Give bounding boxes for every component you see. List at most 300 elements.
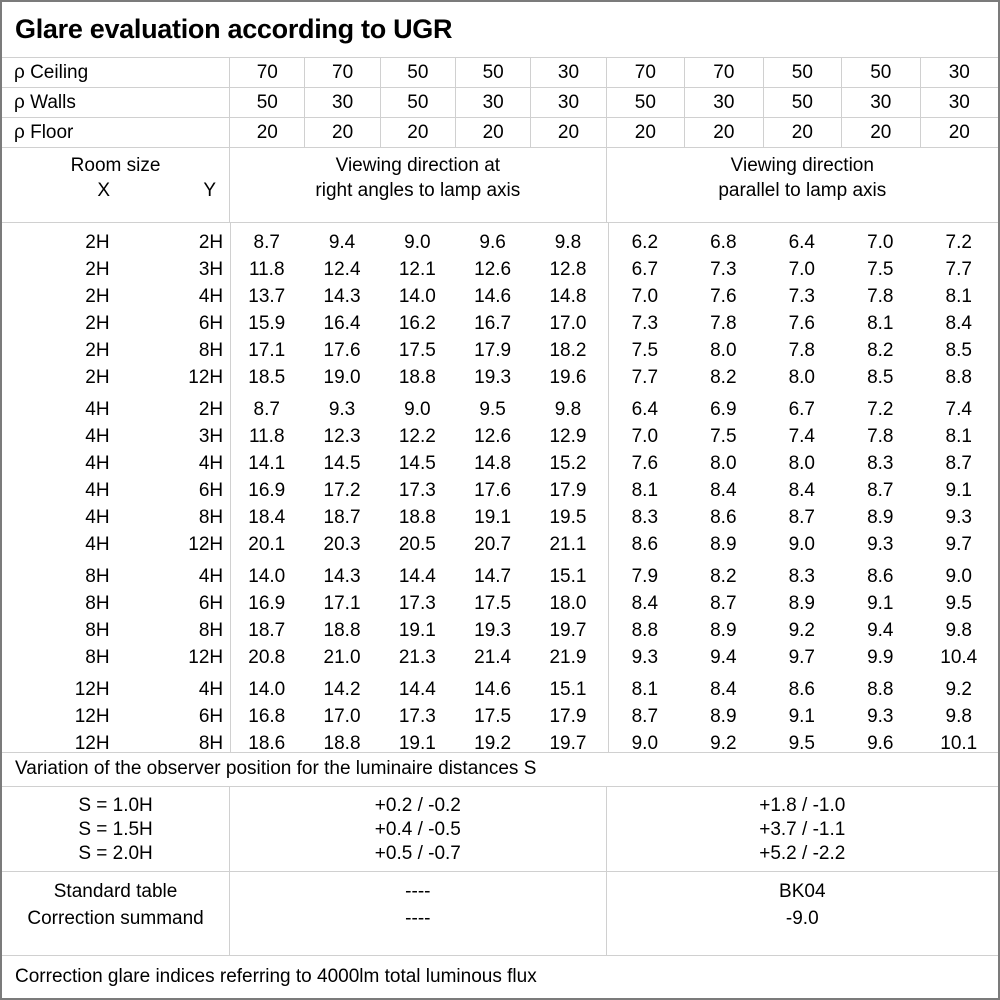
room-size-x: 2H xyxy=(85,232,110,253)
reflectance-value: 20 xyxy=(380,118,455,147)
room-size-y: 8H xyxy=(198,340,224,361)
summary-value-right-angles: ---- xyxy=(405,881,431,902)
ugr-value-parallel: 8.0 xyxy=(710,453,737,474)
room-size-x: 4H xyxy=(85,453,110,474)
ugr-value-right-angles: 18.4 xyxy=(248,507,286,528)
ugr-value-parallel: 8.3 xyxy=(867,453,894,474)
ugr-value-right-angles: 9.6 xyxy=(479,232,506,253)
ugr-value-parallel: 7.3 xyxy=(710,259,737,280)
ugr-value-right-angles: 14.4 xyxy=(398,679,436,700)
summary-label: Standard table xyxy=(53,881,178,902)
ugr-value-right-angles: 20.7 xyxy=(474,534,512,555)
ugr-value-right-angles: 9.4 xyxy=(328,232,356,253)
ugr-value-parallel: 7.8 xyxy=(710,313,737,334)
ugr-value-right-angles: 19.7 xyxy=(549,620,587,641)
ugr-value-right-angles: 18.8 xyxy=(323,620,361,641)
y-axis-label: Y xyxy=(203,180,216,201)
reflectance-value: 20 xyxy=(229,118,304,147)
distance-label: S = 1.0H xyxy=(78,795,153,816)
reflectance-value: 30 xyxy=(530,58,605,87)
summary-right-angles-values xyxy=(229,872,605,955)
column-divider xyxy=(230,223,231,752)
ugr-value-right-angles: 16.8 xyxy=(248,706,286,727)
room-size-x: 8H xyxy=(85,593,110,614)
reflectance-value: 30 xyxy=(841,88,919,117)
x-axis-label: X xyxy=(97,180,110,201)
ugr-value-parallel: 7.0 xyxy=(867,232,894,253)
ugr-value-parallel: 8.6 xyxy=(710,507,737,528)
page-title: Glare evaluation according to UGR xyxy=(15,14,453,44)
room-size-x: 2H xyxy=(85,259,110,280)
ugr-row xyxy=(2,337,998,364)
room-size-x: 12H xyxy=(74,733,110,753)
ugr-value-right-angles: 11.8 xyxy=(248,426,285,447)
table-header xyxy=(2,148,998,223)
reflectance-value: 50 xyxy=(380,58,455,87)
ugr-value-parallel: 7.4 xyxy=(788,426,815,447)
ugr-value-right-angles: 12.8 xyxy=(549,259,587,280)
reflectance-value: 50 xyxy=(763,58,841,87)
ugr-value-parallel: 7.2 xyxy=(867,399,894,420)
room-size-y: 4H xyxy=(198,566,224,587)
ugr-value-right-angles: 12.2 xyxy=(398,426,436,447)
parallel-header xyxy=(606,148,998,222)
ugr-value-parallel: 7.0 xyxy=(631,426,659,447)
ugr-row xyxy=(2,229,998,256)
ugr-value-right-angles: 16.4 xyxy=(323,313,361,334)
observer-variation-caption: Variation of the observer position for the luminaire distances S xyxy=(2,753,998,787)
ugr-value-parallel: 7.7 xyxy=(631,367,659,388)
reflectance-row-label: ρ Ceiling xyxy=(14,62,89,83)
room-size-y: 12H xyxy=(188,367,224,388)
ugr-value-right-angles: 12.3 xyxy=(323,426,361,447)
ugr-value-parallel: 8.3 xyxy=(788,566,815,587)
ugr-value-parallel: 8.7 xyxy=(631,706,659,727)
ugr-value-parallel: 8.1 xyxy=(945,426,972,447)
ugr-value-parallel: 9.9 xyxy=(867,647,894,668)
ugr-value-right-angles: 18.8 xyxy=(398,507,436,528)
room-size-y: 2H xyxy=(198,232,224,253)
ugr-value-parallel: 8.9 xyxy=(788,593,815,614)
room-size-y: 6H xyxy=(198,593,224,614)
ugr-value-right-angles: 14.2 xyxy=(323,679,361,700)
parallel-header-line2: parallel to lamp axis xyxy=(718,180,887,201)
ugr-value-right-angles: 15.1 xyxy=(549,679,587,700)
ugr-value-parallel: 8.6 xyxy=(788,679,815,700)
ugr-value-parallel: 6.4 xyxy=(631,399,659,420)
ugr-value-right-angles: 9.0 xyxy=(404,399,431,420)
ugr-row xyxy=(2,310,998,337)
ugr-value-right-angles: 12.6 xyxy=(474,426,512,447)
ugr-value-right-angles: 16.9 xyxy=(248,480,286,501)
room-size-x: 8H xyxy=(85,620,110,641)
ugr-value-right-angles: 19.7 xyxy=(549,733,587,753)
room-size-x: 12H xyxy=(74,679,110,700)
room-size-x: 8H xyxy=(85,566,110,587)
ugr-value-right-angles: 14.0 xyxy=(248,566,286,587)
ugr-value-parallel: 9.0 xyxy=(945,566,972,587)
ugr-row xyxy=(2,531,998,558)
ugr-value-parallel: 8.0 xyxy=(788,453,815,474)
ugr-value-parallel: 7.0 xyxy=(788,259,815,280)
reflectance-value: 50 xyxy=(380,88,455,117)
room-size-y: 6H xyxy=(198,480,224,501)
room-size-y: 4H xyxy=(198,679,224,700)
ugr-value-parallel: 8.4 xyxy=(710,679,737,700)
ugr-value-parallel: 8.0 xyxy=(788,367,815,388)
ugr-value-right-angles: 15.2 xyxy=(549,453,587,474)
ugr-row xyxy=(2,644,998,671)
ugr-value-right-angles: 17.9 xyxy=(474,340,512,361)
ugr-value-parallel: 8.3 xyxy=(631,507,659,528)
room-size-x: 2H xyxy=(85,367,110,388)
reflectance-value: 70 xyxy=(684,58,762,87)
ugr-value-right-angles: 18.2 xyxy=(549,340,587,361)
ugr-value-parallel: 8.2 xyxy=(867,340,894,361)
ugr-value-parallel: 7.5 xyxy=(867,259,894,280)
variation-value-right-angles: +0.2 / -0.2 xyxy=(374,795,461,816)
room-size-label: Room size xyxy=(70,155,161,176)
reflectance-value: 30 xyxy=(684,88,762,117)
room-size-y: 4H xyxy=(198,453,224,474)
ugr-value-right-angles: 19.3 xyxy=(474,367,512,388)
room-size-x: 2H xyxy=(85,286,110,307)
ugr-value-right-angles: 16.2 xyxy=(398,313,436,334)
ugr-value-parallel: 9.7 xyxy=(945,534,972,555)
ugr-value-parallel: 9.3 xyxy=(867,534,894,555)
ugr-value-parallel: 8.4 xyxy=(788,480,815,501)
ugr-value-right-angles: 19.5 xyxy=(549,507,587,528)
summary-parallel-values xyxy=(606,872,998,955)
ugr-value-right-angles: 17.6 xyxy=(474,480,512,501)
reflectance-value: 20 xyxy=(606,118,684,147)
ugr-value-parallel: 6.8 xyxy=(710,232,737,253)
reflectance-value: 50 xyxy=(606,88,684,117)
ugr-value-parallel: 9.5 xyxy=(788,733,815,753)
ugr-value-parallel: 8.6 xyxy=(631,534,659,555)
ugr-value-parallel: 6.9 xyxy=(710,399,737,420)
ugr-value-right-angles: 19.3 xyxy=(474,620,512,641)
ugr-value-right-angles: 17.5 xyxy=(398,340,436,361)
room-size-x: 8H xyxy=(85,647,110,668)
ugr-value-right-angles: 14.5 xyxy=(398,453,436,474)
ugr-value-parallel: 8.7 xyxy=(867,480,894,501)
xy-header xyxy=(2,178,229,203)
ugr-value-right-angles: 14.8 xyxy=(549,286,587,307)
ugr-value-parallel: 8.8 xyxy=(631,620,659,641)
room-size-y: 3H xyxy=(198,259,224,280)
ugr-value-parallel: 9.0 xyxy=(788,534,815,555)
room-size-y: 12H xyxy=(188,534,224,555)
reflectance-value: 50 xyxy=(229,88,304,117)
ugr-value-parallel: 8.0 xyxy=(710,340,737,361)
ugr-value-parallel: 7.8 xyxy=(867,426,894,447)
ugr-value-parallel: 9.8 xyxy=(945,706,972,727)
reflectance-value: 20 xyxy=(455,118,530,147)
ugr-value-parallel: 8.9 xyxy=(710,706,737,727)
ugr-value-right-angles: 17.2 xyxy=(323,480,361,501)
ugr-row xyxy=(2,450,998,477)
ugr-row xyxy=(2,364,998,391)
right-angles-header xyxy=(229,148,605,222)
summary-section xyxy=(2,872,998,956)
ugr-value-right-angles: 9.8 xyxy=(554,232,582,253)
ugr-row xyxy=(2,617,998,644)
reflectance-row xyxy=(2,118,998,148)
ugr-value-parallel: 7.6 xyxy=(788,313,815,334)
reflectance-value: 30 xyxy=(455,88,530,117)
ugr-value-parallel: 10.4 xyxy=(940,647,978,668)
ugr-value-right-angles: 14.3 xyxy=(323,566,361,587)
ugr-row xyxy=(2,423,998,450)
ugr-value-parallel: 8.1 xyxy=(631,480,659,501)
ugr-value-right-angles: 9.3 xyxy=(328,399,356,420)
ugr-value-right-angles: 14.0 xyxy=(248,679,286,700)
reflectance-rows xyxy=(2,58,998,148)
room-size-y: 8H xyxy=(198,733,224,753)
ugr-value-parallel: 7.8 xyxy=(867,286,894,307)
ugr-value-right-angles: 19.6 xyxy=(549,367,587,388)
distance-label: S = 1.5H xyxy=(78,819,153,840)
ugr-value-right-angles: 14.5 xyxy=(323,453,361,474)
summary-labels xyxy=(2,872,229,955)
ugr-value-right-angles: 17.5 xyxy=(474,706,512,727)
variation-parallel-values xyxy=(606,787,998,871)
room-size-y: 2H xyxy=(198,399,224,420)
ugr-row-block xyxy=(2,396,998,558)
ugr-value-parallel: 8.1 xyxy=(867,313,894,334)
ugr-value-parallel: 7.5 xyxy=(631,340,659,361)
room-size-x: 12H xyxy=(74,706,110,727)
variation-right-angles-values xyxy=(229,787,605,871)
reflectance-row xyxy=(2,88,998,118)
ugr-value-right-angles: 8.7 xyxy=(253,399,280,420)
ugr-value-right-angles: 19.0 xyxy=(323,367,361,388)
summary-label: Correction summand xyxy=(27,908,204,929)
reflectance-value: 30 xyxy=(304,88,379,117)
ugr-value-parallel: 8.2 xyxy=(710,566,737,587)
ugr-row xyxy=(2,563,998,590)
ugr-value-right-angles: 18.8 xyxy=(398,367,436,388)
ugr-row-block xyxy=(2,676,998,753)
room-size-x: 2H xyxy=(85,340,110,361)
ugr-value-parallel: 9.6 xyxy=(867,733,894,753)
ugr-value-parallel: 9.3 xyxy=(945,507,972,528)
room-size-y: 12H xyxy=(188,647,224,668)
ugr-value-right-angles: 12.1 xyxy=(398,259,436,280)
room-size-x: 4H xyxy=(85,534,110,555)
reflectance-value: 20 xyxy=(304,118,379,147)
ugr-value-right-angles: 16.7 xyxy=(474,313,512,334)
ugr-value-right-angles: 17.3 xyxy=(398,480,436,501)
room-size-y: 6H xyxy=(198,706,224,727)
ugr-row xyxy=(2,703,998,730)
ugr-value-right-angles: 17.0 xyxy=(549,313,587,334)
ugr-value-parallel: 8.9 xyxy=(867,507,894,528)
room-size-y: 8H xyxy=(198,620,224,641)
ugr-value-parallel: 8.5 xyxy=(945,340,972,361)
reflectance-value: 50 xyxy=(455,58,530,87)
ugr-value-right-angles: 14.6 xyxy=(474,679,512,700)
parallel-header-line1: Viewing direction xyxy=(730,155,874,176)
ugr-row xyxy=(2,396,998,423)
ugr-value-parallel: 8.9 xyxy=(710,534,737,555)
reflectance-value: 20 xyxy=(920,118,998,147)
ugr-value-parallel: 7.9 xyxy=(631,566,659,587)
ugr-value-right-angles: 17.3 xyxy=(398,706,436,727)
ugr-value-parallel: 9.5 xyxy=(945,593,972,614)
ugr-value-parallel: 8.8 xyxy=(945,367,972,388)
ugr-value-parallel: 9.7 xyxy=(788,647,815,668)
column-divider xyxy=(608,223,609,752)
ugr-value-parallel: 9.1 xyxy=(867,593,894,614)
ugr-value-parallel: 9.2 xyxy=(788,620,815,641)
ugr-value-right-angles: 9.8 xyxy=(554,399,582,420)
ugr-value-right-angles: 20.8 xyxy=(248,647,286,668)
ugr-value-parallel: 9.3 xyxy=(867,706,894,727)
ugr-value-right-angles: 15.1 xyxy=(549,566,587,587)
room-size-y: 4H xyxy=(198,286,224,307)
ugr-value-right-angles: 21.4 xyxy=(474,647,512,668)
ugr-value-parallel: 6.7 xyxy=(631,259,659,280)
ugr-value-right-angles: 13.7 xyxy=(248,286,286,307)
room-size-x: 4H xyxy=(85,399,110,420)
reflectance-value: 70 xyxy=(229,58,304,87)
ugr-value-right-angles: 18.5 xyxy=(248,367,286,388)
ugr-row xyxy=(2,256,998,283)
ugr-value-parallel: 7.6 xyxy=(710,286,737,307)
ugr-value-right-angles: 14.8 xyxy=(474,453,512,474)
ugr-value-right-angles: 14.6 xyxy=(474,286,512,307)
reflectance-value: 70 xyxy=(606,58,684,87)
ugr-value-parallel: 6.2 xyxy=(631,232,659,253)
ugr-value-parallel: 7.3 xyxy=(631,313,659,334)
ugr-value-right-angles: 12.6 xyxy=(474,259,512,280)
ugr-value-right-angles: 17.1 xyxy=(323,593,361,614)
room-size-y: 3H xyxy=(198,426,224,447)
observer-variation-section xyxy=(2,787,998,872)
ugr-value-right-angles: 21.9 xyxy=(549,647,587,668)
ugr-value-parallel: 8.7 xyxy=(945,453,972,474)
ugr-row xyxy=(2,730,998,753)
ugr-value-parallel: 7.5 xyxy=(710,426,737,447)
room-size-x: 4H xyxy=(85,507,110,528)
reflectance-value: 70 xyxy=(304,58,379,87)
ugr-value-right-angles: 8.7 xyxy=(253,232,280,253)
ugr-value-right-angles: 19.1 xyxy=(398,733,436,753)
summary-value-parallel: BK04 xyxy=(779,881,826,902)
ugr-row xyxy=(2,477,998,504)
ugr-value-parallel: 7.7 xyxy=(945,259,972,280)
ugr-value-parallel: 9.4 xyxy=(710,647,737,668)
ugr-value-right-angles: 17.9 xyxy=(549,480,587,501)
ugr-value-right-angles: 20.5 xyxy=(398,534,436,555)
ugr-value-right-angles: 18.7 xyxy=(323,507,361,528)
ugr-value-parallel: 8.7 xyxy=(710,593,737,614)
ugr-value-right-angles: 17.3 xyxy=(398,593,436,614)
ugr-values-area xyxy=(2,223,998,753)
reflectance-value: 30 xyxy=(920,58,998,87)
ugr-value-right-angles: 16.9 xyxy=(248,593,286,614)
ugr-value-parallel: 9.4 xyxy=(867,620,894,641)
ugr-value-right-angles: 18.7 xyxy=(248,620,286,641)
footer-note: Correction glare indices referring to 4000lm total luminous flux xyxy=(15,965,537,987)
reflectance-value: 50 xyxy=(841,58,919,87)
ugr-value-right-angles: 11.8 xyxy=(248,259,285,280)
ugr-value-parallel: 9.8 xyxy=(945,620,972,641)
reflectance-value: 20 xyxy=(763,118,841,147)
ugr-value-right-angles: 15.9 xyxy=(248,313,286,334)
variation-value-parallel: +1.8 / -1.0 xyxy=(759,795,846,816)
ugr-row xyxy=(2,504,998,531)
ugr-value-right-angles: 9.0 xyxy=(404,232,431,253)
ugr-value-parallel: 9.1 xyxy=(945,480,972,501)
ugr-value-parallel: 8.4 xyxy=(631,593,659,614)
right-angles-header-line2: right angles to lamp axis xyxy=(315,180,521,201)
ugr-value-parallel: 9.2 xyxy=(710,733,737,753)
ugr-value-parallel: 6.7 xyxy=(788,399,815,420)
ugr-row xyxy=(2,676,998,703)
ugr-row-block xyxy=(2,563,998,671)
ugr-value-parallel: 8.1 xyxy=(945,286,972,307)
right-angles-header-line1: Viewing direction at xyxy=(335,155,501,176)
ugr-value-right-angles: 17.0 xyxy=(323,706,361,727)
ugr-value-parallel: 7.3 xyxy=(788,286,815,307)
ugr-value-right-angles: 17.1 xyxy=(248,340,286,361)
ugr-value-parallel: 8.4 xyxy=(945,313,972,334)
reflectance-value: 30 xyxy=(920,88,998,117)
ugr-value-right-angles: 12.9 xyxy=(549,426,587,447)
distance-label: S = 2.0H xyxy=(78,843,153,864)
ugr-value-parallel: 7.0 xyxy=(631,286,659,307)
ugr-value-right-angles: 19.2 xyxy=(474,733,512,753)
room-size-y: 8H xyxy=(198,507,224,528)
ugr-value-parallel: 9.1 xyxy=(788,706,815,727)
ugr-value-right-angles: 21.0 xyxy=(323,647,361,668)
summary-value-right-angles: ---- xyxy=(405,908,431,929)
ugr-value-right-angles: 14.7 xyxy=(474,566,512,587)
ugr-value-right-angles: 18.8 xyxy=(323,733,361,753)
ugr-value-right-angles: 19.1 xyxy=(398,620,436,641)
room-size-x: 4H xyxy=(85,426,110,447)
ugr-value-parallel: 7.4 xyxy=(945,399,972,420)
ugr-value-parallel: 8.8 xyxy=(867,679,894,700)
ugr-value-parallel: 9.3 xyxy=(631,647,659,668)
ugr-value-parallel: 8.5 xyxy=(867,367,894,388)
reflectance-value: 20 xyxy=(841,118,919,147)
variation-value-right-angles: +0.4 / -0.5 xyxy=(374,819,461,840)
reflectance-row-label: ρ Walls xyxy=(14,92,76,113)
room-size-x: 4H xyxy=(85,480,110,501)
title-row xyxy=(2,2,998,58)
reflectance-value: 20 xyxy=(684,118,762,147)
ugr-row xyxy=(2,590,998,617)
ugr-value-parallel: 9.0 xyxy=(631,733,659,753)
ugr-value-parallel: 8.1 xyxy=(631,679,659,700)
ugr-value-parallel: 8.7 xyxy=(788,507,815,528)
ugr-value-parallel: 7.8 xyxy=(788,340,815,361)
ugr-value-right-angles: 18.6 xyxy=(248,733,286,753)
ugr-value-right-angles: 18.0 xyxy=(549,593,587,614)
ugr-row xyxy=(2,283,998,310)
ugr-value-right-angles: 20.1 xyxy=(248,534,286,555)
reflectance-row xyxy=(2,58,998,88)
ugr-value-parallel: 9.2 xyxy=(945,679,972,700)
ugr-value-right-angles: 12.4 xyxy=(323,259,361,280)
ugr-value-parallel: 7.6 xyxy=(631,453,659,474)
ugr-value-parallel: 8.4 xyxy=(710,480,737,501)
ugr-value-right-angles: 21.1 xyxy=(549,534,587,555)
